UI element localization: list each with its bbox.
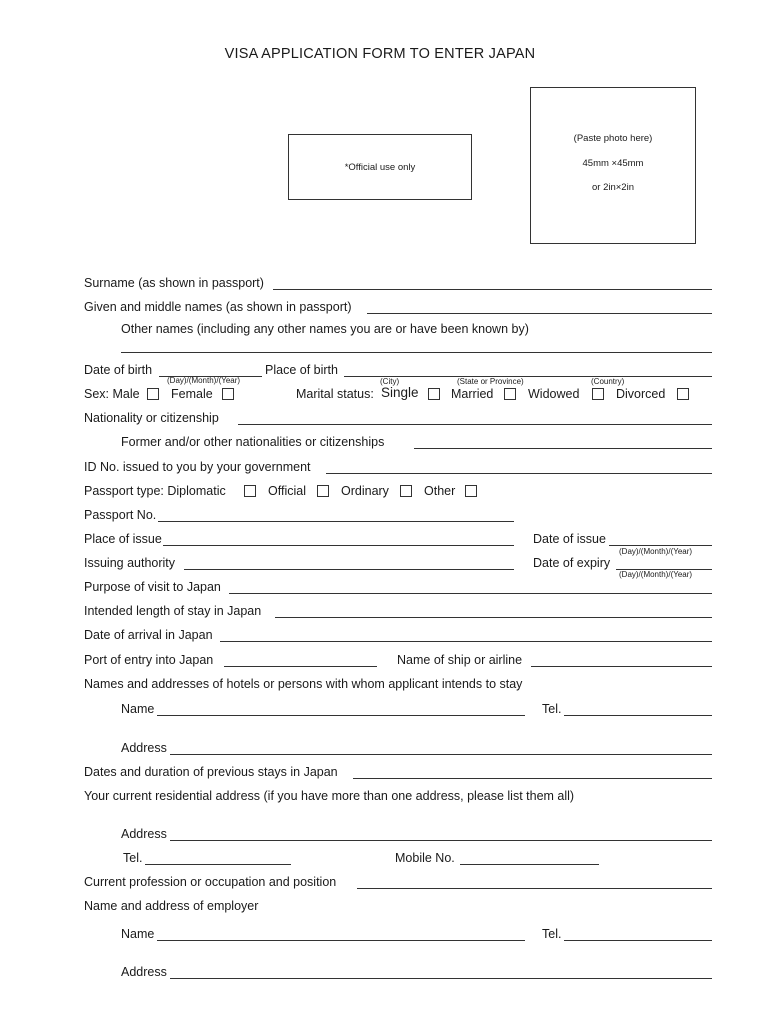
expiry-format-hint: (Day)/(Month)/(Year) bbox=[619, 570, 693, 579]
issuing-authority-field[interactable] bbox=[184, 569, 514, 570]
divorced-checkbox[interactable] bbox=[677, 388, 689, 400]
employer-tel-label: Tel. bbox=[542, 927, 562, 941]
single-label: Single bbox=[381, 385, 419, 400]
ordinary-label: Ordinary bbox=[341, 484, 389, 498]
given-names-field[interactable] bbox=[367, 313, 712, 314]
divorced-label: Divorced bbox=[616, 387, 666, 401]
issue-format-hint: (Day)/(Month)/(Year) bbox=[619, 547, 693, 556]
photo-instruction: (Paste photo here) bbox=[573, 133, 653, 144]
female-label: Female bbox=[171, 387, 213, 401]
residential-address-heading: Your current residential address (if you have more than one address, please list them all) bbox=[84, 789, 575, 803]
other-names-label: Other names (including any other names you are or have been known by) bbox=[121, 322, 529, 336]
nationality-field[interactable] bbox=[238, 424, 712, 425]
mobile-number-label: Mobile No. bbox=[395, 851, 455, 865]
previous-stays-label: Dates and duration of previous stays in Japan bbox=[84, 765, 338, 779]
employer-address-field[interactable] bbox=[170, 978, 712, 979]
ship-or-airline-field[interactable] bbox=[531, 666, 712, 667]
official-use-label: *Official use only bbox=[344, 161, 416, 173]
passport-number-label: Passport No. bbox=[84, 508, 157, 522]
nationality-label: Nationality or citizenship bbox=[84, 411, 219, 425]
dob-format-hint: (Day)/(Month)/(Year) bbox=[167, 376, 241, 385]
hotel-address-field[interactable] bbox=[170, 754, 712, 755]
surname-label: Surname (as shown in passport) bbox=[84, 276, 264, 290]
hotel-tel-label: Tel. bbox=[542, 702, 562, 716]
residential-tel-label: Tel. bbox=[123, 851, 143, 865]
date-of-arrival-field[interactable] bbox=[220, 641, 712, 642]
single-checkbox[interactable] bbox=[428, 388, 440, 400]
residential-tel-field[interactable] bbox=[145, 864, 291, 865]
marital-status-label: Marital status: bbox=[296, 387, 374, 401]
purpose-label: Purpose of visit to Japan bbox=[84, 580, 221, 594]
married-label: Married bbox=[451, 387, 494, 401]
date-of-arrival-label: Date of arrival in Japan bbox=[84, 628, 213, 642]
official-use-box bbox=[288, 134, 472, 200]
date-of-issue-label: Date of issue bbox=[533, 532, 606, 546]
date-of-birth-label: Date of birth bbox=[84, 363, 153, 377]
ship-or-airline-label: Name of ship or airline bbox=[397, 653, 523, 667]
place-of-birth-label: Place of birth bbox=[265, 363, 338, 377]
profession-label: Current profession or occupation and position bbox=[84, 875, 337, 889]
other-label: Other bbox=[424, 484, 456, 498]
length-of-stay-field[interactable] bbox=[275, 617, 712, 618]
residential-address-label: Address bbox=[121, 827, 167, 841]
profession-field[interactable] bbox=[357, 888, 712, 889]
sex-label: Sex: Male bbox=[84, 387, 140, 401]
purpose-field[interactable] bbox=[229, 593, 712, 594]
hotel-name-field[interactable] bbox=[157, 715, 525, 716]
mobile-number-field[interactable] bbox=[460, 864, 599, 865]
photo-size-inches: or 2in×2in bbox=[592, 182, 634, 193]
passport-number-field[interactable] bbox=[158, 521, 514, 522]
employer-heading: Name and address of employer bbox=[84, 899, 259, 913]
hotels-heading: Names and addresses of hotels or persons with whom applicant intends to stay bbox=[84, 677, 523, 691]
former-nationalities-field[interactable] bbox=[414, 448, 712, 449]
state-hint: (State or Province) bbox=[457, 377, 524, 386]
place-of-issue-field[interactable] bbox=[163, 545, 514, 546]
place-of-issue-label: Place of issue bbox=[84, 532, 162, 546]
employer-tel-field[interactable] bbox=[564, 940, 712, 941]
hotel-tel-field[interactable] bbox=[564, 715, 712, 716]
photo-box[interactable] bbox=[530, 87, 696, 244]
other-names-field[interactable] bbox=[121, 352, 712, 353]
ordinary-checkbox[interactable] bbox=[400, 485, 412, 497]
surname-field[interactable] bbox=[273, 289, 712, 290]
city-hint: (City) bbox=[380, 377, 400, 386]
given-names-label: Given and middle names (as shown in passport) bbox=[84, 300, 352, 314]
official-checkbox[interactable] bbox=[317, 485, 329, 497]
passport-type-label: Passport type: Diplomatic bbox=[84, 484, 226, 498]
previous-stays-field[interactable] bbox=[353, 778, 712, 779]
date-of-expiry-label: Date of expiry bbox=[533, 556, 611, 570]
official-label: Official bbox=[268, 484, 306, 498]
hotel-address-label: Address bbox=[121, 741, 167, 755]
place-of-birth-field[interactable] bbox=[344, 376, 712, 377]
photo-size: 45mm ×45mm bbox=[582, 158, 644, 169]
port-of-entry-label: Port of entry into Japan bbox=[84, 653, 214, 667]
country-hint: (Country) bbox=[591, 377, 625, 386]
page-title: VISA APPLICATION FORM TO ENTER JAPAN bbox=[224, 46, 536, 62]
employer-name-label: Name bbox=[121, 927, 155, 941]
residential-address-field[interactable] bbox=[170, 840, 712, 841]
diplomatic-checkbox[interactable] bbox=[244, 485, 256, 497]
married-checkbox[interactable] bbox=[504, 388, 516, 400]
other-checkbox[interactable] bbox=[465, 485, 477, 497]
employer-name-field[interactable] bbox=[157, 940, 525, 941]
male-checkbox[interactable] bbox=[147, 388, 159, 400]
date-of-issue-field[interactable] bbox=[609, 545, 712, 546]
widowed-label: Widowed bbox=[528, 387, 580, 401]
issuing-authority-label: Issuing authority bbox=[84, 556, 176, 570]
former-nationalities-label: Former and/or other nationalities or citizenships bbox=[121, 435, 385, 449]
employer-address-label: Address bbox=[121, 965, 167, 979]
port-of-entry-field[interactable] bbox=[224, 666, 377, 667]
widowed-checkbox[interactable] bbox=[592, 388, 604, 400]
female-checkbox[interactable] bbox=[222, 388, 234, 400]
length-of-stay-label: Intended length of stay in Japan bbox=[84, 604, 262, 618]
id-number-label: ID No. issued to you by your government bbox=[84, 460, 311, 474]
hotel-name-label: Name bbox=[121, 702, 155, 716]
id-number-field[interactable] bbox=[326, 473, 712, 474]
